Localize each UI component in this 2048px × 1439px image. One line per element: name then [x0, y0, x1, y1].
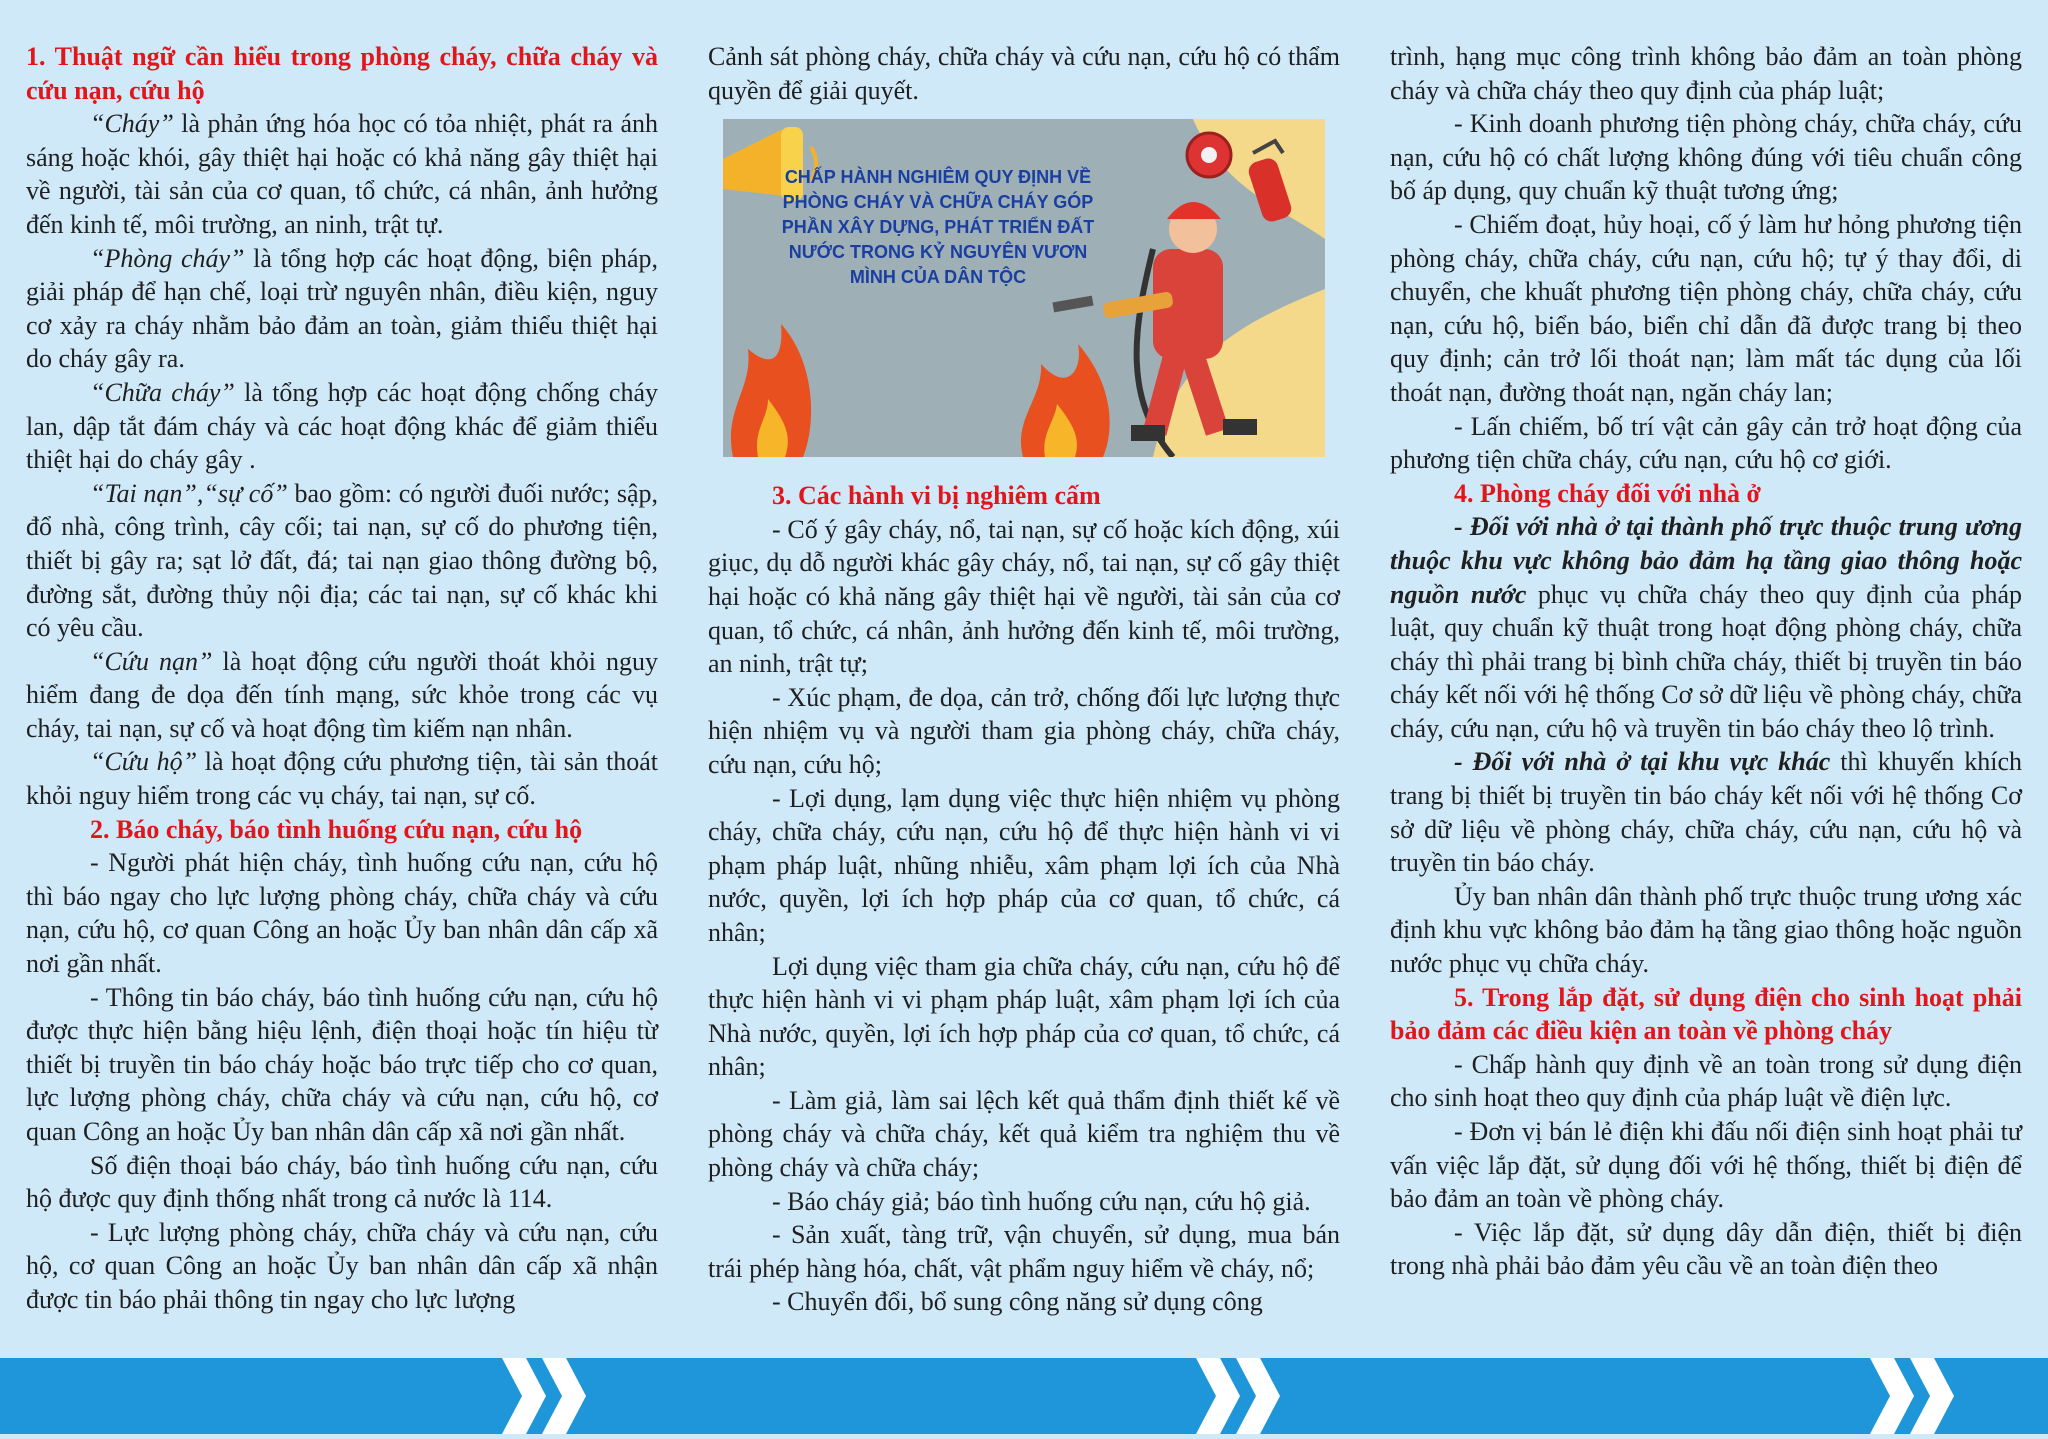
paragraph [1390, 510, 2022, 745]
section-heading-4: 4. Phòng cháy đối với nhà ở [1454, 478, 1761, 508]
term-fire-prevention: “Phòng cháy” [90, 243, 245, 273]
section-heading-1: 1. Thuật ngữ cần hiểu trong phòng cháy, chữa cháy và cứu nạn, cứu hộ [26, 42, 658, 105]
paragraph: - Lấn chiếm, bố trí vật cản gây cản trở hoạt động của phương tiện chữa cháy, cứu nạn, cứu hộ cơ giới. [1390, 411, 2022, 475]
paragraph: - Sản xuất, tàng trữ, vận chuyển, sử dụng, mua bán trái phép hàng hóa, chất, vật phẩm nguy hiểm về cháy, nổ; [708, 1220, 1340, 1283]
definition-text: là hoạt động cứu người thoát khỏi nguy hiểm đang đe dọa đến tính mạng, sức khỏe trong các vụ cháy, tai nạn, sự cố và hoạt động tìm kiếm nạn nhân. [26, 646, 659, 743]
footer-band [0, 1358, 2048, 1434]
paragraph: - Thông tin báo cháy, báo tình huống cứu nạn, cứu hộ được thực hiện bằng hiệu lệnh, điện thoại hoặc tín hiệu từ thiết bị truyền tin báo cháy hoặc báo trực tiếp cho cơ quan, lực lượng phòng cháy, chữa cháy và cứu nạn, cứu hộ, cơ quan Công an hoặc Ủy ban nhân dân cấp xã nơi gần nhất. [26, 982, 658, 1146]
paragraph: - Làm giả, làm sai lệch kết quả thẩm định thiết kế về phòng cháy và chữa cháy, kết quả kiểm tra nghiệm thu về phòng cháy và chữa cháy; [708, 1085, 1340, 1183]
definition-text: là tổng hợp các hoạt động, biện pháp, giải pháp để hạn chế, loại trừ nguyên nhân, điều kiện, nguy cơ xảy ra cháy nhằm bảo đảm an toàn, giảm thiểu thiệt hại do cháy gây ra. [26, 243, 658, 374]
definition-fire-prevention [26, 242, 658, 376]
paragraph: Lợi dụng việc tham gia chữa cháy, cứu nạn, cứu hộ để thực hiện hành vi vi phạm pháp luật, xâm phạm lợi ích của Nhà nước, quyền, lợi ích hợp pháp của cơ quan, tổ chức, cá nhân; [708, 951, 1340, 1082]
term-firefighting: “Chữa cháy” [90, 377, 235, 407]
column-3 [1390, 40, 2022, 1283]
term-salvage: “Cứu hộ” [90, 747, 198, 777]
paragraph [1390, 745, 2022, 879]
paragraph: - Lợi dụng, lạm dụng việc thực hiện nhiệm vụ phòng cháy, chữa cháy, cứu nạn, cứu hộ để thực hiện hành vi vi phạm pháp luật, nhũng nhiễu, xâm phạm lợi ích của Nhà nước, quyền, lợi ích hợp pháp của cơ quan, tổ chức, cá nhân; [708, 783, 1340, 947]
paragraph: - Chấp hành quy định về an toàn trong sử dụng điện cho sinh hoạt theo quy định của pháp luật về điện lực. [1390, 1049, 2022, 1113]
definition-rescue [26, 645, 658, 746]
column-2 [708, 40, 1340, 1319]
emphasis-text: - Đối với nhà ở tại khu vực khác [1454, 747, 1831, 777]
fire-safety-poster [723, 119, 1325, 457]
paragraph: - Chuyển đổi, bổ sung công năng sử dụng công [772, 1287, 1263, 1317]
section-heading-3: 3. Các hành vi bị nghiêm cấm [772, 481, 1101, 511]
definition-salvage [26, 745, 658, 812]
paragraph: - Người phát hiện cháy, tình huống cứu nạn, cứu hộ thì báo ngay cho lực lượng phòng cháy, chữa cháy và cứu nạn, cứu hộ, cơ quan Công an hoặc Ủy ban nhân dân cấp xã nơi gần nhất. [26, 848, 658, 979]
section-heading-2: 2. Báo cháy, báo tình huống cứu nạn, cứu hộ [90, 814, 583, 844]
paragraph: - Đơn vị bán lẻ điện khi đấu nối điện sinh hoạt phải tư vấn việc lắp đặt, sử dụng đối với hệ thống, thiết bị điện để bảo đảm an toàn về phòng cháy. [1390, 1117, 2022, 1214]
paragraph: - Báo cháy giả; báo tình huống cứu nạn, cứu hộ giả. [772, 1186, 1311, 1216]
term-accident: “Tai nạn”,“sự cố” [90, 478, 288, 508]
definition-text: là hoạt động cứu phương tiện, tài sản thoát khỏi nguy hiểm trong các vụ cháy, tai nạn, sự cố. [26, 747, 658, 811]
term-fire: “Cháy” [90, 109, 174, 139]
flame-icon [731, 324, 1110, 457]
fire-alarm-icon [1187, 133, 1231, 177]
definition-text: là phản ứng hóa học có tỏa nhiệt, phát ra ánh sáng hoặc khói, gây thiệt hại hoặc có khả năng gây thiệt hại về người, tài sản của cơ quan, tổ chức, cá nhân, ảnh hưởng đến kinh tế, môi trường, an ninh, trật tự. [26, 109, 658, 239]
definition-fire [26, 107, 658, 241]
paragraph: - Việc lắp đặt, sử dụng dây dẫn điện, thiết bị điện trong nhà phải bảo đảm yêu cầu về an toàn điện theo [1390, 1217, 2022, 1281]
column-1 [26, 40, 658, 1317]
paragraph: - Lực lượng phòng cháy, chữa cháy và cứu nạn, cứu hộ, cơ quan Công an hoặc Ủy ban nhân dân cấp xã nhận được tin báo phải thông tin ngay cho lực lượng [26, 1217, 658, 1314]
paragraph: Cảnh sát phòng cháy, chữa cháy và cứu nạn, cứu hộ có thẩm quyền để giải quyết. [708, 42, 1340, 105]
chevron-right-icon [502, 1358, 1954, 1434]
paragraph: Ủy ban nhân dân thành phố trực thuộc trung ương xác định khu vực không bảo đảm hạ tầng giao thông hoặc nguồn nước phục vụ chữa cháy. [1390, 881, 2022, 979]
section-heading-5: 5. Trong lắp đặt, sử dụng điện cho sinh hoạt phải bảo đảm các điều kiện an toàn về phòng cháy [1390, 982, 2022, 1046]
paragraph-text: thì khuyến khích trang bị thiết bị truyền tin báo cháy kết nối với hệ thống Cơ sở dữ liệu về phòng cháy, chữa cháy, cứu nạn, cứu hộ và truyền tin báo cháy. [1390, 747, 2022, 878]
definition-accident [26, 477, 658, 645]
definition-firefighting [26, 376, 658, 477]
paragraph: - Chiếm đoạt, hủy hoại, cố ý làm hư hỏng phương tiện phòng cháy, chữa cháy, cứu nạn, cứu hộ; tự ý thay đổi, di chuyển, che khuất phương tiện phòng cháy, chữa cháy, cứu nạn, cứu hộ, biển báo, biển chỉ dẫn đã được trang bị theo quy định; cản trở lối thoát nạn; làm mất tác dụng của lối thoát nạn, đường thoát nạn, ngăn cháy lan; [1390, 209, 2022, 407]
chevron-decoration [0, 1358, 2048, 1434]
paragraph: - Xúc phạm, đe dọa, cản trở, chống đối lực lượng thực hiện nhiệm vụ và người tham gia phòng cháy, chữa cháy, cứu nạn, cứu hộ; [708, 682, 1340, 779]
paragraph-text: phục vụ chữa cháy theo quy định của pháp luật, quy chuẩn kỹ thuật trong hoạt động phòng cháy, chữa cháy thì phải trang bị bình chữa cháy, thiết bị truyền tin báo cháy kết nối với hệ thống Cơ sở dữ liệu về phòng cháy, chữa cháy, cứu nạn, cứu hộ và truyền tin báo cháy theo lộ trình. [1390, 579, 2022, 743]
definition-text: bao gồm: có người đuối nước; sập, đổ nhà, công trình, cây cối; tai nạn, sự cố do phương tiện, thiết bị gây ra; sạt lở đất, đá; tai nạn giao thông đường bộ, đường sắt, đường thủy nội địa; các tai nạn, sự cố khác khi có yêu cầu. [26, 478, 658, 643]
paragraph: - Cố ý gây cháy, nổ, tai nạn, sự cố hoặc kích động, xúi giục, dụ dỗ người khác gây cháy, nổ, tai nạn, sự cố gây thiệt hại hoặc có khả năng gây thiệt hại về người, tài sản của cơ quan, tổ chức, cá nhân, ảnh hưởng đến kinh tế, môi trường, an ninh, trật tự; [708, 514, 1340, 679]
paragraph: - Kinh doanh phương tiện phòng cháy, chữa cháy, cứu nạn, cứu hộ có chất lượng không đúng với tiêu chuẩn công bố áp dụng, quy chuẩn kỹ thuật tương ứng; [1390, 109, 2022, 206]
paragraph: trình, hạng mục công trình không bảo đảm an toàn phòng cháy và chữa cháy theo quy định của pháp luật; [1390, 42, 2022, 105]
definition-text: là tổng hợp các hoạt động chống cháy lan, dập tắt đám cháy và các hoạt động khác để giảm thiểu thiệt hại do cháy gây . [26, 377, 658, 475]
emphasis-text: - Đối với nhà ở tại thành phố trực thuộc trung ương thuộc khu vực không bảo đảm hạ tầng giao thông hoặc nguồn nước [1390, 512, 2022, 609]
paragraph: Số điện thoại báo cháy, báo tình huống cứu nạn, cứu hộ được quy định thống nhất trong cả nước là 114. [26, 1150, 658, 1214]
poster-title: CHẤP HÀNH NGHIÊM QUY ĐỊNH VỀ PHÒNG CHÁY VÀ CHỮA CHÁY GÓP PHẦN XÂY DỰNG, PHÁT TRIỂN ĐẤT NƯỚC TRONG KỶ NGUYÊN VƯƠN MÌNH CỦA DÂN TỘC [781, 167, 1095, 288]
term-rescue: “Cứu nạn” [90, 646, 213, 676]
